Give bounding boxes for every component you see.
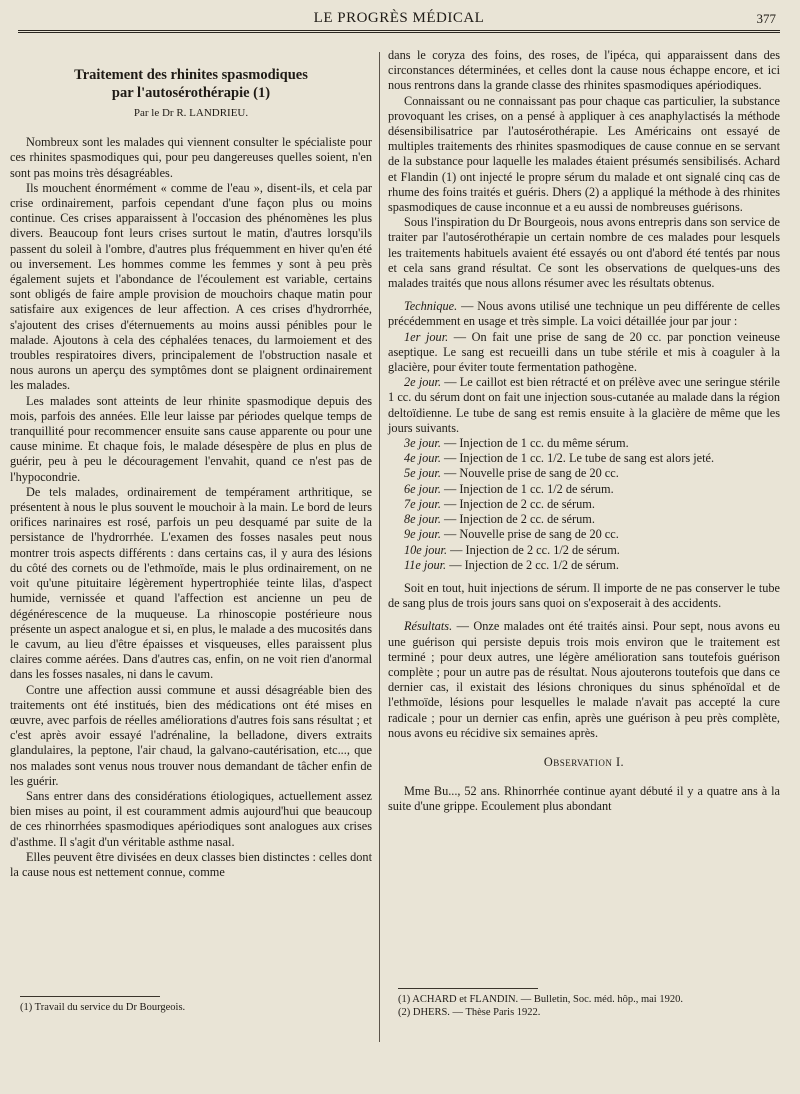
day-text: — Le caillot est bien rétracté et on prélève avec une seringue stérile 1 cc. du sérum dont on fait une injection sous-cutanée au malade dans la région deltoïdienne. Le tube de sang est remis ensuite à la glacière de même que les jours suivants. — [388, 375, 781, 435]
day-label: 10e jour. — [404, 542, 448, 557]
list-item — [388, 512, 780, 527]
day-paragraph — [388, 375, 780, 436]
day-label: 7e jour. — [404, 496, 441, 511]
day-text: — On fait une prise de sang de 20 cc. par ponction veineuse aseptique. Le sang est recueilli dans un tube stérile et mis à coaguler à la glacière, pour éviter toute fermentation pathogène. — [388, 329, 780, 375]
right-column — [388, 48, 780, 815]
list-item — [388, 497, 780, 512]
footnote-rule — [398, 988, 538, 989]
footnote: (2) DHERS. — Thèse Paris 1922. — [398, 1007, 541, 1018]
footnote: (1) ACHARD et FLANDIN. — Bulletin, Soc. méd. hôp., mai 1920. — [398, 994, 683, 1005]
footnote: (1) Travail du service du Dr Bourgeois. — [20, 1002, 186, 1013]
day-text: — Injection de 2 cc. 1/2 de sérum. — [446, 557, 619, 572]
list-item — [388, 436, 780, 451]
observation-title: Observation I. — [543, 754, 625, 769]
day-text: — Injection de 2 cc. de sérum. — [440, 496, 595, 511]
section-text: — Nous avons utilisé une technique un peu différente de celles précédemment en usage et très simple. La voici détaillée jour par jour : — [388, 299, 780, 329]
paragraph: Les malades sont atteints de leur rhinite spasmodique depuis des mois, parfois des années. Elle leur laisse par périodes quelque temps de tranquillité pour recommencer ensuite sans cause apparente ou pour une cause minime. Et chaque fois, le malade désespère de plus en plus de guérir, peu à peu le découragement l'envahit, quand ce n'est pas de l'hypocondrie. — [10, 393, 372, 484]
list-item — [388, 543, 780, 558]
day-text: — Nouvelle prise de sang de 20 cc. — [440, 527, 619, 542]
section-text: — Onze malades ont été traités ainsi. Pour sept, nous avons eu une guérison qui persiste depuis trois mois environ que le traitement est terminé ; pour deux autres, une légère amélioration sans toutefois guérison complète ; pour un autre pas de résultat. Nous ajouterons toutefois que dans ce dernier cas, il existait des lésions chroniques du sinus sphénoïdal et de l'ethmoïde, lésions pour lesquelles le malade n'avait pas accepté la cure radicale ; pour un dernier cas enfin, après une guérison à peu près complète, nous avons eu récidive six semaines après. — [388, 619, 780, 740]
running-header — [18, 6, 780, 33]
day-label: 6e jour. — [404, 481, 441, 496]
technique-paragraph — [388, 299, 780, 329]
left-column — [10, 38, 372, 880]
paragraph: Contre une affection aussi commune et aussi désagréable bien des traitements ont été institués, bien des médications ont été mises en œuvre, avec parfois de réelles améliorations d'autres fois sans résultat ; et c'est après avoir essayé l'adrénaline, la belladone, divers extraits glandulaires, la peptone, l'air chaud, la galvano-cautérisation, etc..., que nos malades sont venus nous trouver nous demandant de tâcher enfin de les guérir. — [10, 682, 372, 788]
article-title-line2: par l'autosérothérapie (1) — [111, 85, 271, 101]
paragraph: Sans entrer dans des considérations étiologiques, actuellement assez bien mises au point, il est couramment admis aujourd'hui que beaucoup de ces rhinorrhées spasmodiques apériodiques sont analogues aux crises d'asthme. Il s'agit d'un véritable asthme nasal. — [10, 788, 372, 849]
list-item — [388, 451, 780, 466]
day-label: 11e jour. — [404, 557, 447, 572]
column-divider — [379, 52, 380, 1042]
day-list — [388, 436, 780, 573]
paragraph: dans le coryza des foins, des roses, de l'ipéca, qui apparaissent dans des circonstances déterminées, et celles dont la cause nous échappe encore, et ici nous rentrons dans la grande classe des rhinites spasmodiques apériodiques. — [388, 48, 780, 93]
day-text: — Injection de 1 cc. du même sérum. — [440, 436, 629, 451]
paragraph: Connaissant ou ne connaissant pas pour chaque cas particulier, la substance provoquant les crises, on a pensé à appliquer à ces anaphylactisés la méthode désensibilisatrice par l'autosérothérapie. Les Américains ont essayé de multiples traitements des rhinites spasmodiques de cause connue en se servant de la substance pour laquelle les malades étaient présumés sensibilisés. Achard et Flandin (1) ont injecté le propre sérum du malade et ont signalé cinq cas de rhume des foins traités et guéris. Dhers (2) a appliqué la méthode à des rhinites spasmodiques de cause inconnue et a eu aussi de nombreuses guérisons. — [388, 93, 780, 215]
journal-title: LE PROGRÈS MÉDICAL — [313, 10, 485, 26]
day-label: 5e jour. — [404, 466, 441, 481]
results-paragraph — [388, 619, 780, 741]
two-column-body — [10, 38, 780, 1038]
list-item — [388, 527, 780, 542]
day-text: — Injection de 1 cc. 1/2 de sérum. — [440, 481, 614, 496]
day-label: 4e jour. — [404, 451, 441, 466]
day-label: 3e jour. — [404, 436, 441, 451]
left-footnotes — [10, 990, 372, 1014]
day-label: 8e jour. — [404, 512, 441, 527]
paragraph: Ils mouchent énormément « comme de l'eau », disent-ils, et cela par crise ordinairement, parfois cependant d'une façon plus ou moins continue. Ces crises apparaissent à l'occasion des phénomènes les plus divers. Beaucoup font leurs crises surtout le matin, d'autres lorsqu'ils passent du soleil à l'ombre, d'autres plus fréquemment en hiver qu'en été ou inversement. Les hommes comme les femmes y sont à peu près également sujets et l'abondance de l'écoulement est variable, certains sont obligés de faire ample provision de mouchoirs chaque matin pour satisfaire aux exigences de leur affection. A ces crises d'hydrorrhée, s'ajoutent des crises d'éternuements au moins aussi pénibles pour le malade. Ajoutons à cela des céphalées tenaces, du larmoiement et des troubles respiratoires divers, principalement de l'obstruction nasale et nous aurons un aperçu des symptômes dont se plaignent ordinairement les malades. — [10, 180, 372, 393]
section-label: Résultats. — [404, 619, 453, 634]
day-text: — Injection de 2 cc. de sérum. — [440, 512, 595, 527]
day-label: 9e jour. — [404, 527, 441, 542]
day-text: — Nouvelle prise de sang de 20 cc. — [440, 466, 619, 481]
list-item — [388, 466, 780, 481]
paragraph: Elles peuvent être divisées en deux classes bien distinctes : celles dont la cause nous est nettement connue, comme — [10, 849, 372, 879]
byline: Par le Dr R. LANDRIEU. — [133, 107, 249, 119]
day-label: 2e jour. — [404, 375, 442, 390]
article-title — [20, 66, 362, 102]
list-item — [388, 482, 780, 497]
page-number: 377 — [756, 11, 776, 26]
right-footnotes — [388, 982, 780, 1019]
day-label: 1er jour. — [404, 329, 449, 344]
article-title-line1: Traitement des rhinites spasmodiques — [74, 67, 308, 83]
paragraph: Sous l'inspiration du Dr Bourgeois, nous avons entrepris dans son service de traiter par l'autosérothérapie un certain nombre de ces malades pour lesquels les traitements habituels avaient été essayés ou ont d'abord été tentés par nous et cela sans grand résultat. Ce sont les observations de quelques-uns des malades traités que nous allons résumer avec les résultats obtenus. — [388, 215, 780, 291]
paragraph: De tels malades, ordinairement de tempérament arthritique, se présentent à nous le plus souvent le mouchoir à la main. Le bord de leurs orifices narinaires est rosé, parfois un peu desquamé par suite de la persistance de l'hydrorrhée. L'examen des fosses nasales peut nous montrer trois aspects différents : dans certains cas, il y aura des lésions du côté des cornets ou de l'ethmoïde, mais le plus ordinairement, on ne voit qu'une pituitaire légèrement hypertrophiée teinte lilas, d'aspect humide, vernissée et quand l'affection est ancienne un peu de dégénérescence de la muqueuse. La rhinoscopie postérieure nous présente un aspect analogue et si, en plus, le malade a des mucosités dans le cavum, au lieu d'être épaisses et visqueuses, elles paraissent plus claires comme aérées. Dans d'autres cas, enfin, on ne voit rien d'anormal dans les fosses nasales, ni dans le cavum. — [10, 484, 372, 682]
section-label: Technique. — [404, 299, 458, 314]
list-item — [388, 558, 780, 573]
paragraph: Nombreux sont les malades qui viennent consulter le spécialiste pour ces rhinites spasmodiques qui, pour peu dangereuses quelles soient, n'en sont pas moins très désagréables. — [10, 135, 372, 180]
day-paragraph — [388, 330, 780, 376]
paragraph: Mme Bu..., 52 ans. Rhinorrhée continue ayant débuté il y a quatre ans à la suite d'une grippe. Ecoulement plus abondant — [388, 784, 780, 814]
footnote-rule — [20, 996, 160, 997]
paragraph: Soit en tout, huit injections de sérum. Il importe de ne pas conserver le tube de sang plus de trois jours sans quoi on s'exposerait à des accidents. — [388, 580, 780, 611]
day-text: — Injection de 1 cc. 1/2. Le tube de sang est alors jeté. — [440, 451, 715, 466]
day-text: — Injection de 2 cc. 1/2 de sérum. — [447, 542, 620, 557]
